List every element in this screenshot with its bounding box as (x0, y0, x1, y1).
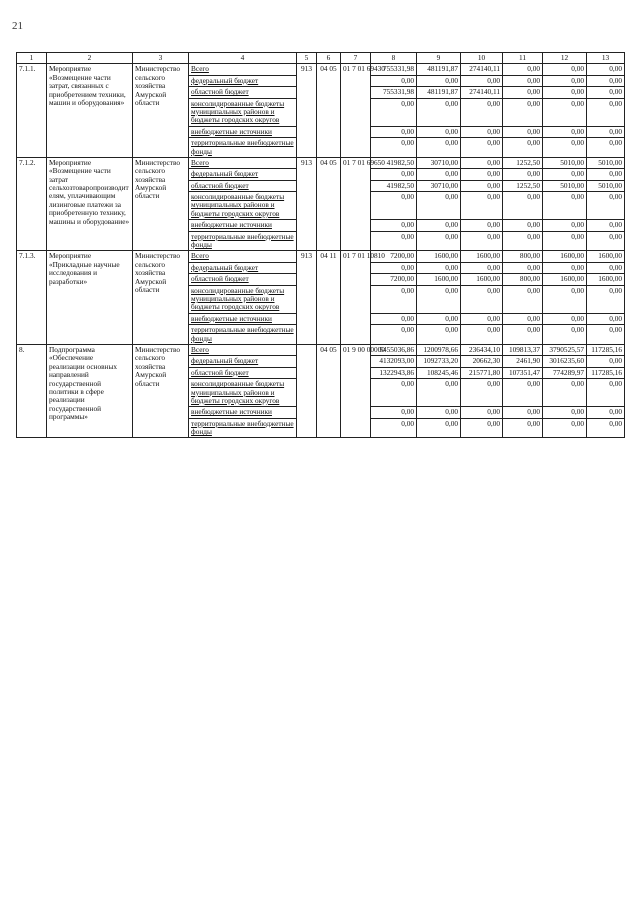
section-executor: Министерство сельского хозяйства Амурской области (133, 251, 189, 345)
header-col-5: 5 (297, 53, 317, 64)
amount-cell: 0,00 (417, 75, 461, 86)
amount-cell: 0,00 (543, 126, 587, 137)
amount-cell: 0,00 (587, 64, 625, 75)
amount-cell: 1600,00 (461, 274, 503, 285)
amount-cell: 0,00 (587, 285, 625, 313)
header-col-3: 3 (133, 53, 189, 64)
amount-cell: 0,00 (543, 262, 587, 273)
amount-cell: 0,00 (503, 126, 543, 137)
amount-cell: 0,00 (417, 192, 461, 220)
amount-cell: 0,00 (587, 87, 625, 98)
amount-cell: 800,00 (503, 274, 543, 285)
section-name: Подпрограмма «Обеспечение реализации основных направлений государственной политики в сфере реализации государственной программы» (47, 344, 133, 438)
amount-cell: 0,00 (587, 379, 625, 407)
amount-cell: 0,00 (371, 231, 417, 251)
amount-cell: 0,00 (543, 64, 587, 75)
amount-cell: 0,00 (503, 64, 543, 75)
section-number: 7.1.2. (17, 157, 47, 251)
amount-cell: 30710,00 (417, 180, 461, 191)
section-number: 7.1.3. (17, 251, 47, 345)
amount-cell: 0,00 (543, 75, 587, 86)
amount-cell: 0,00 (461, 407, 503, 418)
funding-source: внебюджетные источники (189, 313, 297, 324)
amount-cell: 0,00 (543, 87, 587, 98)
amount-cell: 0,00 (543, 192, 587, 220)
amount-cell: 1600,00 (417, 251, 461, 262)
amount-cell: 0,00 (461, 220, 503, 231)
amount-cell: 0,00 (371, 138, 417, 158)
amount-cell: 0,00 (371, 75, 417, 86)
amount-cell: 800,00 (503, 251, 543, 262)
header-row (17, 53, 625, 64)
funding-source: территориальные внебюджетные фонды (189, 138, 297, 158)
amount-cell: 0,00 (587, 98, 625, 126)
amount-cell: 0,00 (461, 379, 503, 407)
amount-cell: 0,00 (587, 192, 625, 220)
amount-cell: 0,00 (417, 98, 461, 126)
amount-cell: 5455036,86 (371, 344, 417, 355)
section-executor: Министерство сельского хозяйства Амурской области (133, 344, 189, 438)
table-row (17, 344, 625, 355)
section-number: 7.1.1. (17, 64, 47, 158)
amount-cell: 0,00 (503, 220, 543, 231)
amount-cell: 117285,16 (587, 367, 625, 378)
amount-cell: 41982,50 (371, 157, 417, 168)
amount-cell: 0,00 (503, 138, 543, 158)
section-executor: Министерство сельского хозяйства Амурской области (133, 64, 189, 158)
code-csr: 01 7 01 69650 (341, 157, 371, 251)
amount-cell: 0,00 (587, 231, 625, 251)
amount-cell: 0,00 (461, 180, 503, 191)
funding-source: федеральный бюджет (189, 356, 297, 367)
amount-cell: 0,00 (543, 407, 587, 418)
header-col-11: 11 (503, 53, 543, 64)
amount-cell: 0,00 (543, 138, 587, 158)
amount-cell: 0,00 (503, 407, 543, 418)
amount-cell: 755331,98 (371, 87, 417, 98)
header-col-2: 2 (47, 53, 133, 64)
amount-cell: 0,00 (503, 285, 543, 313)
amount-cell: 0,00 (503, 192, 543, 220)
amount-cell: 1600,00 (543, 251, 587, 262)
funding-source: областной бюджет (189, 180, 297, 191)
amount-cell: 215771,80 (461, 367, 503, 378)
amount-cell: 0,00 (417, 418, 461, 438)
amount-cell: 0,00 (461, 231, 503, 251)
funding-source: внебюджетные источники (189, 126, 297, 137)
amount-cell: 5010,00 (543, 157, 587, 168)
amount-cell: 0,00 (371, 407, 417, 418)
amount-cell: 0,00 (461, 313, 503, 324)
funding-source: территориальные внебюджетные фонды (189, 418, 297, 438)
amount-cell: 0,00 (503, 75, 543, 86)
amount-cell: 236434,10 (461, 344, 503, 355)
funding-source: Всего (189, 344, 297, 355)
amount-cell: 0,00 (461, 192, 503, 220)
section-name: Мероприятие «Возмещение части затрат, связанных с приобретением техники, машин и оборудования» (47, 64, 133, 158)
funding-source: Всего (189, 251, 297, 262)
budget-table-container (16, 52, 624, 438)
amount-cell: 481191,87 (417, 87, 461, 98)
amount-cell: 0,00 (543, 418, 587, 438)
amount-cell: 774289,97 (543, 367, 587, 378)
section-name: Мероприятие «Прикладные научные исследования и разработки» (47, 251, 133, 345)
amount-cell: 0,00 (371, 169, 417, 180)
amount-cell: 481191,87 (417, 64, 461, 75)
amount-cell: 1200978,66 (417, 344, 461, 355)
amount-cell: 7200,00 (371, 251, 417, 262)
amount-cell: 0,00 (371, 285, 417, 313)
code-rz: 04 05 (317, 157, 341, 251)
funding-source: областной бюджет (189, 87, 297, 98)
amount-cell: 0,00 (417, 126, 461, 137)
amount-cell: 0,00 (461, 285, 503, 313)
amount-cell: 1600,00 (543, 274, 587, 285)
amount-cell: 274140,11 (461, 87, 503, 98)
amount-cell: 1322943,86 (371, 367, 417, 378)
amount-cell: 0,00 (543, 98, 587, 126)
funding-source: консолидированные бюджеты муниципальных районов и бюджеты городских округов (189, 192, 297, 220)
amount-cell: 0,00 (417, 262, 461, 273)
amount-cell: 0,00 (543, 220, 587, 231)
funding-source: федеральный бюджет (189, 169, 297, 180)
amount-cell: 0,00 (543, 313, 587, 324)
amount-cell: 5010,00 (587, 157, 625, 168)
header-col-8: 8 (371, 53, 417, 64)
table-row (17, 64, 625, 75)
code-rz: 04 05 (317, 64, 341, 158)
amount-cell: 0,00 (417, 231, 461, 251)
amount-cell: 0,00 (587, 126, 625, 137)
amount-cell: 1600,00 (461, 251, 503, 262)
amount-cell: 0,00 (371, 262, 417, 273)
amount-cell: 0,00 (417, 138, 461, 158)
amount-cell: 1092733,20 (417, 356, 461, 367)
code-rz: 04 05 (317, 344, 341, 438)
code-grbs: 913 (297, 64, 317, 158)
amount-cell: 1252,50 (503, 157, 543, 168)
amount-cell: 0,00 (587, 356, 625, 367)
amount-cell: 41982,50 (371, 180, 417, 191)
amount-cell: 0,00 (543, 285, 587, 313)
header-col-13: 13 (587, 53, 625, 64)
header-col-9: 9 (417, 53, 461, 64)
funding-source: областной бюджет (189, 274, 297, 285)
header-col-10: 10 (461, 53, 503, 64)
amount-cell: 1600,00 (587, 251, 625, 262)
table-row (17, 157, 625, 168)
amount-cell: 0,00 (503, 325, 543, 345)
amount-cell: 0,00 (371, 126, 417, 137)
amount-cell: 0,00 (503, 418, 543, 438)
amount-cell: 0,00 (417, 285, 461, 313)
amount-cell: 3016235,60 (543, 356, 587, 367)
funding-source: консолидированные бюджеты муниципальных районов и бюджеты городских округов (189, 285, 297, 313)
amount-cell: 0,00 (587, 262, 625, 273)
amount-cell: 0,00 (503, 87, 543, 98)
amount-cell: 3790525,57 (543, 344, 587, 355)
amount-cell: 0,00 (543, 169, 587, 180)
amount-cell: 117285,16 (587, 344, 625, 355)
amount-cell: 0,00 (417, 220, 461, 231)
amount-cell: 0,00 (461, 126, 503, 137)
header-col-12: 12 (543, 53, 587, 64)
amount-cell: 0,00 (461, 75, 503, 86)
amount-cell: 0,00 (461, 169, 503, 180)
code-grbs (297, 344, 317, 438)
table-body (17, 64, 625, 438)
amount-cell: 20662,30 (461, 356, 503, 367)
section-name: Мероприятие «Возмещение части затрат сельхозтоваропроизводителям, уплачивающим лизинговые платежи за приобретенную технику, машины и оборудование» (47, 157, 133, 251)
amount-cell: 0,00 (417, 407, 461, 418)
amount-cell: 0,00 (587, 169, 625, 180)
funding-source: Всего (189, 64, 297, 75)
amount-cell: 0,00 (587, 75, 625, 86)
table-row (17, 251, 625, 262)
amount-cell: 30710,00 (417, 157, 461, 168)
amount-cell: 0,00 (587, 407, 625, 418)
funding-source: областной бюджет (189, 367, 297, 378)
amount-cell: 0,00 (417, 313, 461, 324)
amount-cell: 0,00 (587, 325, 625, 345)
funding-source: федеральный бюджет (189, 262, 297, 273)
amount-cell: 0,00 (417, 379, 461, 407)
funding-source: внебюджетные источники (189, 220, 297, 231)
amount-cell: 0,00 (587, 220, 625, 231)
page-number: 21 (12, 20, 23, 32)
amount-cell: 108245,46 (417, 367, 461, 378)
amount-cell: 0,00 (503, 169, 543, 180)
code-rz: 04 11 (317, 251, 341, 345)
header-col-6: 6 (317, 53, 341, 64)
amount-cell: 0,00 (371, 192, 417, 220)
amount-cell: 274140,11 (461, 64, 503, 75)
amount-cell: 0,00 (461, 262, 503, 273)
amount-cell: 107351,47 (503, 367, 543, 378)
budget-table (16, 52, 625, 438)
amount-cell: 5010,00 (543, 180, 587, 191)
section-number: 8. (17, 344, 47, 438)
amount-cell: 0,00 (587, 418, 625, 438)
funding-source: консолидированные бюджеты муниципальных районов и бюджеты городских округов (189, 379, 297, 407)
amount-cell: 0,00 (543, 231, 587, 251)
code-csr: 01 7 01 69430 (341, 64, 371, 158)
amount-cell: 0,00 (371, 220, 417, 231)
funding-source: Всего (189, 157, 297, 168)
amount-cell: 0,00 (417, 325, 461, 345)
amount-cell: 0,00 (461, 138, 503, 158)
amount-cell: 0,00 (461, 98, 503, 126)
header-col-7: 7 (341, 53, 371, 64)
amount-cell: 0,00 (461, 418, 503, 438)
amount-cell: 7200,00 (371, 274, 417, 285)
code-grbs: 913 (297, 251, 317, 345)
funding-source: территориальные внебюджетные фонды (189, 231, 297, 251)
amount-cell: 1600,00 (587, 274, 625, 285)
amount-cell: 1600,00 (417, 274, 461, 285)
funding-source: федеральный бюджет (189, 75, 297, 86)
amount-cell: 0,00 (503, 262, 543, 273)
funding-source: консолидированные бюджеты муниципальных районов и бюджеты городских округов (189, 98, 297, 126)
amount-cell: 0,00 (587, 313, 625, 324)
amount-cell: 5010,00 (587, 180, 625, 191)
amount-cell: 0,00 (371, 313, 417, 324)
amount-cell: 0,00 (587, 138, 625, 158)
amount-cell: 0,00 (503, 231, 543, 251)
amount-cell: 0,00 (461, 157, 503, 168)
amount-cell: 4132093,00 (371, 356, 417, 367)
amount-cell: 0,00 (461, 325, 503, 345)
amount-cell: 0,00 (543, 379, 587, 407)
header-col-4: 4 (189, 53, 297, 64)
amount-cell: 1252,50 (503, 180, 543, 191)
amount-cell: 0,00 (371, 379, 417, 407)
funding-source: территориальные внебюджетные фонды (189, 325, 297, 345)
amount-cell: 0,00 (417, 169, 461, 180)
code-grbs: 913 (297, 157, 317, 251)
amount-cell: 0,00 (371, 418, 417, 438)
amount-cell: 755331,98 (371, 64, 417, 75)
funding-source: внебюджетные источники (189, 407, 297, 418)
amount-cell: 0,00 (371, 98, 417, 126)
amount-cell: 0,00 (371, 325, 417, 345)
code-csr: 01 7 01 10810 (341, 251, 371, 345)
amount-cell: 2461,90 (503, 356, 543, 367)
section-executor: Министерство сельского хозяйства Амурской области (133, 157, 189, 251)
header-col-1: 1 (17, 53, 47, 64)
amount-cell: 0,00 (503, 98, 543, 126)
amount-cell: 0,00 (503, 313, 543, 324)
code-csr: 01 9 00 00000 (341, 344, 371, 438)
amount-cell: 0,00 (503, 379, 543, 407)
amount-cell: 0,00 (543, 325, 587, 345)
amount-cell: 109813,37 (503, 344, 543, 355)
